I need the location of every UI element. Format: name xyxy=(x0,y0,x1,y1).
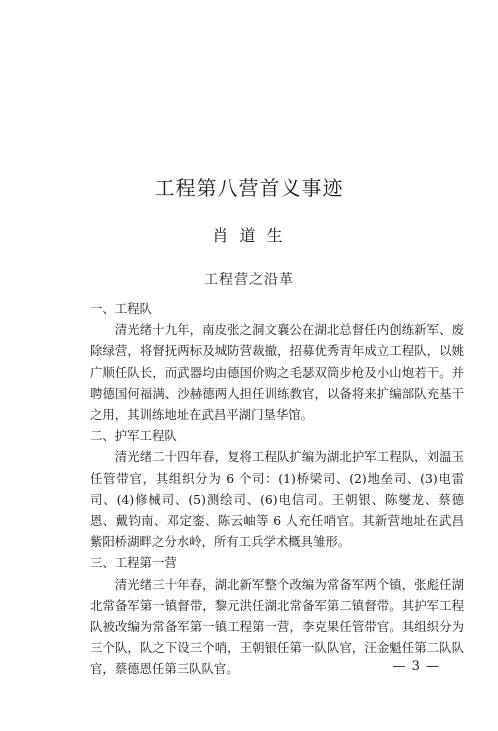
subsection-heading: 三、工程第一营 xyxy=(90,555,177,571)
page-number: — 3 — xyxy=(392,659,440,674)
body-text xyxy=(90,298,464,680)
article-title: 工程第八营首义事迹 xyxy=(154,176,344,200)
paragraph: 清光绪三十年春，湖北新军整个改编为常备军两个镇，张彪任湖北常备军第一镇督带，黎元洪任湖北常备军第二镇督带。其护军工程队被改编为常备军第一镇工程第一营，李克果任管带官。其组织分为三个队，队之下设三个哨，王朝银任第一队队官，汪金魁任第二队队 官，蔡德恩任第三队队官。 xyxy=(90,576,464,677)
author-name: 肖 道 生 xyxy=(212,226,286,245)
subsection-heading: 一、工程队 xyxy=(90,301,152,316)
paragraph: 清光绪十九年，南皮张之洞文襄公在湖北总督任内创练新军、废除绿营，将督抚两标及城防营裁撤，招募优秀青年成立工程队，以姚广顺任队长，而武器均由德国价购之毛瑟双筒步枪及小山炮若干。并聘德国何福满、沙赫德两人担任训练教官，以备将来扩编部队充基干之用，其训练地址在武昌平湖门垦华馆。 xyxy=(90,322,464,423)
paragraph: 清光绪二十四年春，复将工程队扩编为湖北护军工程队，刘温玉 任管带官，其组织分为 6 个司：(1)桥梁司、(2)地垒司、(3)电雷司、(4)修械司、(5)测绘司、(6)电信司。王朝银、陈燮龙、蔡德恩、戴钧南、邓定銮、陈云岫等 6 人充任哨官。其新营地址在武昌紫阳桥湖畔之分水岭，所有工兵学术概具雏形。 xyxy=(90,449,464,550)
section-title: 工程营之沿革 xyxy=(204,272,294,288)
subsection-heading: 二、护军工程队 xyxy=(90,428,177,444)
